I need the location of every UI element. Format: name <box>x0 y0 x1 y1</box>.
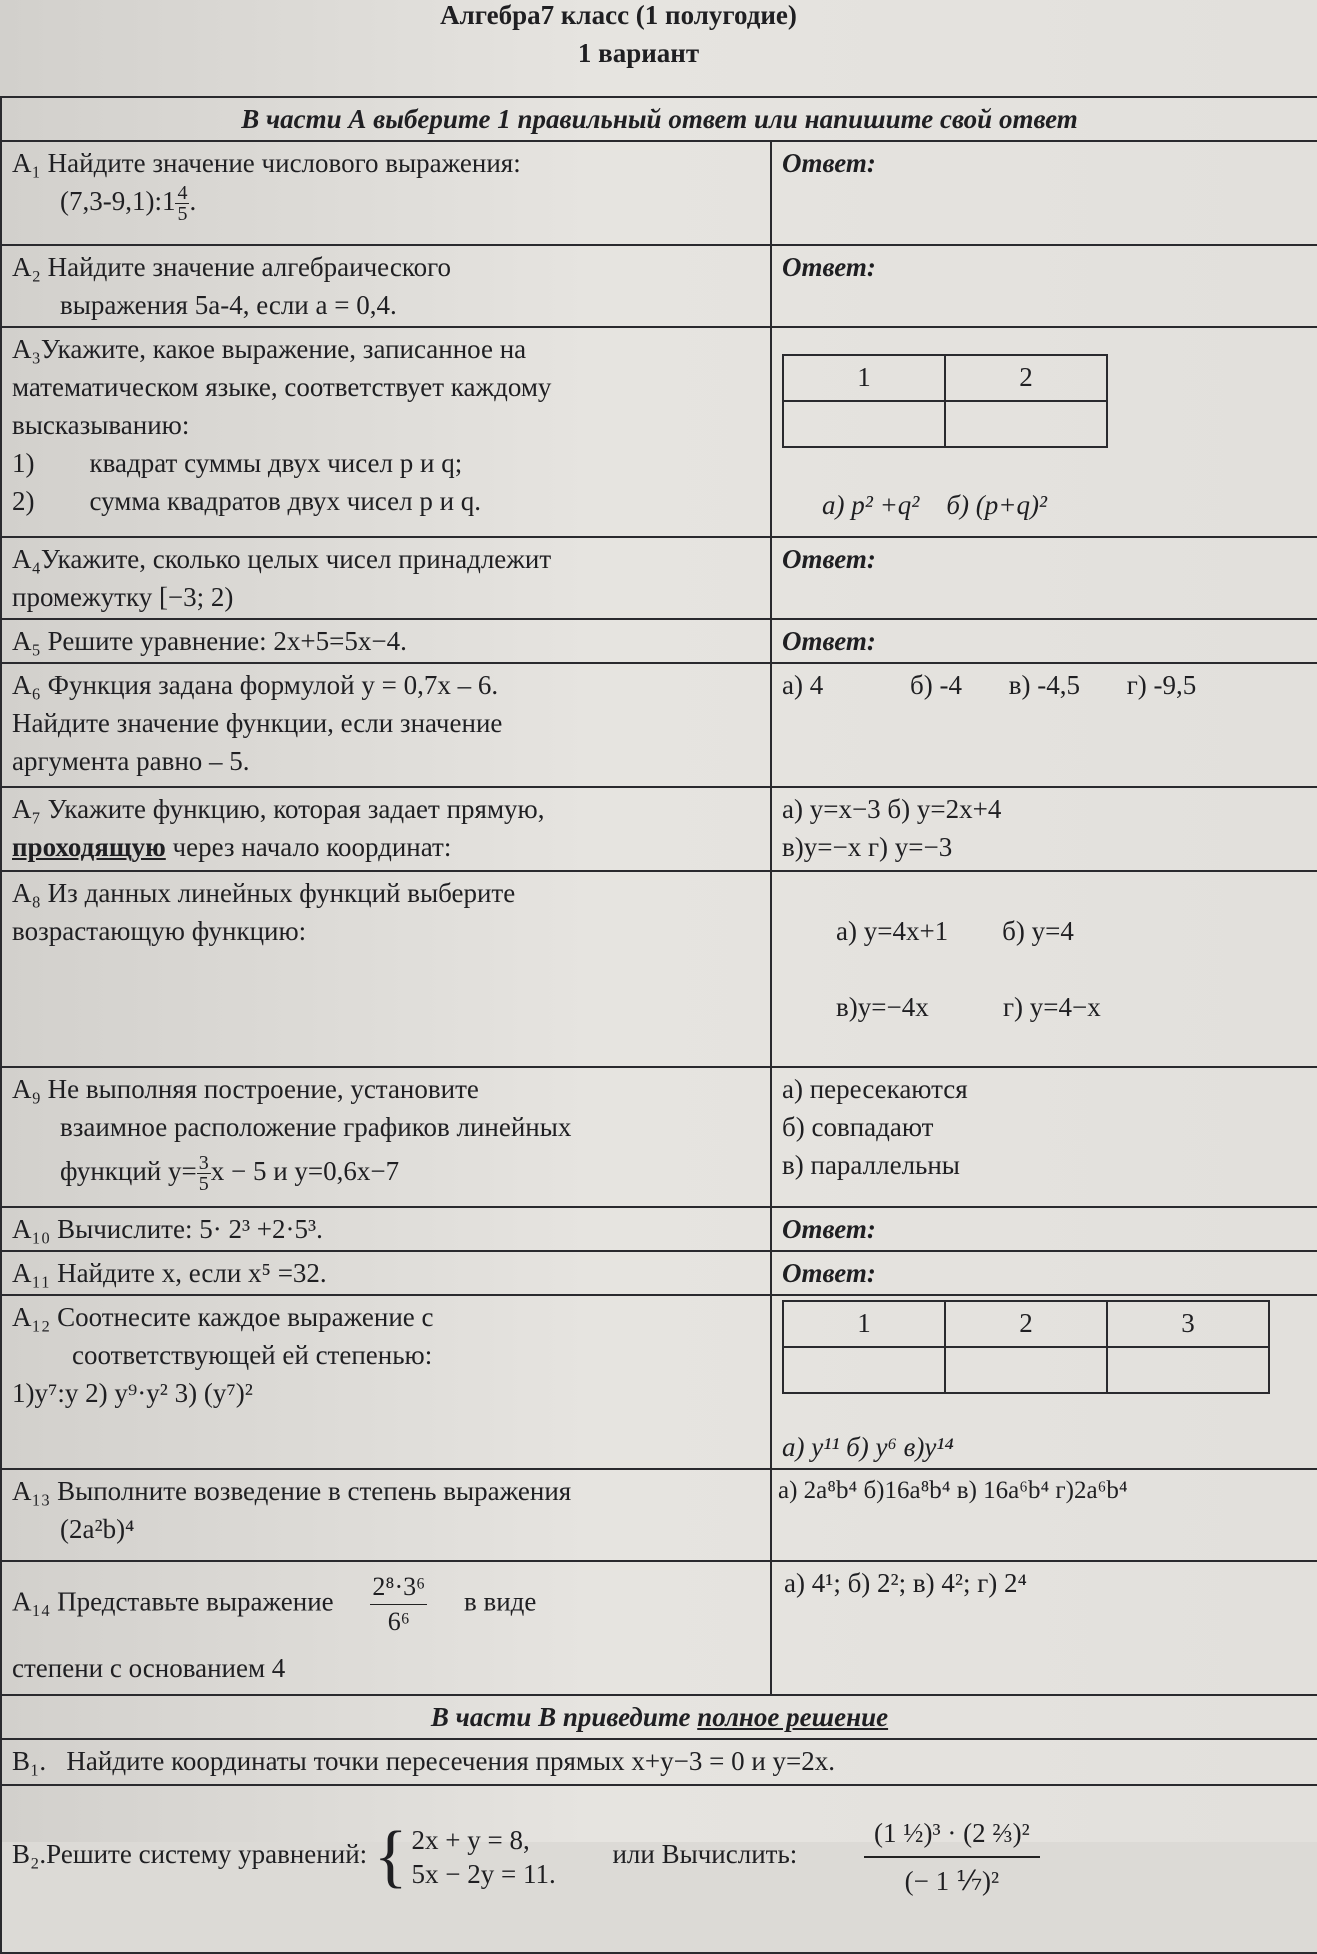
task-text-2: Найдите значение функции, если значение <box>12 708 503 738</box>
answer-options: а) 2а⁸b⁴ б)16а⁸b⁴ в) 16а⁶b⁴ г)2а⁶b⁴ <box>771 1469 1317 1561</box>
part-b-header-row <box>1 1695 1317 1739</box>
expr-tail: . <box>189 186 197 216</box>
task-text: Представьте выражение <box>57 1586 334 1617</box>
task-text: Из данных линейных функций выберите <box>47 878 516 908</box>
worksheet-title: Алгебра7 класс (1 полугодие) <box>440 0 797 30</box>
task-text: Функция задана формулой у = 0,7х – 6. <box>47 670 499 700</box>
frac-num: 3 <box>198 1152 209 1175</box>
frac-den: 5 <box>177 203 188 226</box>
frac-den: 6⁶ <box>387 1607 410 1636</box>
task-a8 <box>1 871 1317 1067</box>
task-number: А₁₀ <box>12 1214 51 1244</box>
answer-grid <box>782 354 1108 448</box>
task-number: А₇ <box>12 794 41 824</box>
tasks-table <box>0 96 1317 1954</box>
task-text: Решите уравнение: 2х+5=5х−4. <box>47 626 407 656</box>
fraction <box>370 1570 427 1639</box>
task-text-2: через начало координат: <box>165 832 452 862</box>
task-a11 <box>1 1251 1317 1295</box>
task-a9 <box>1 1067 1317 1207</box>
task-text: Укажите функцию, которая задает прямую, <box>47 794 545 824</box>
item-text: квадрат суммы двух чисел р и q; <box>89 448 463 478</box>
task-text-3 <box>12 1152 760 1194</box>
compute-fraction <box>864 1814 1040 1900</box>
or-compute-label: или Вычислить: <box>612 1839 798 1870</box>
option-a: а) пересекаются <box>782 1074 968 1104</box>
task-text: Найдите координаты точки пересечения прямых х+у−3 = 0 и у=2х. <box>66 1746 836 1776</box>
grid-header-2: 2 <box>945 1301 1107 1347</box>
func-suffix: х − 5 и у=0,6х−7 <box>210 1156 400 1186</box>
answer-label: Ответ: <box>782 252 876 282</box>
option-c: в) параллельны <box>782 1150 960 1180</box>
answer-options <box>782 486 1307 524</box>
task-text: Выполните возведение в степень выражения <box>57 1476 572 1506</box>
task-text-2: взаимное расположение графиков линейных <box>60 1112 572 1142</box>
task-number: А₉ <box>12 1074 41 1104</box>
task-number: А₄ <box>12 544 41 574</box>
grid-header-1: 1 <box>783 355 945 401</box>
item-number: 2) <box>12 486 35 516</box>
task-a10 <box>1 1207 1317 1251</box>
option-d: г) -9,5 <box>1126 670 1197 700</box>
task-text-3: аргумента равно – 5. <box>12 746 250 776</box>
task-number: А₁₂ <box>12 1302 51 1332</box>
task-number: А₁₄ <box>12 1586 51 1617</box>
answer-options <box>771 663 1317 787</box>
option-c: в) -4,5 <box>1008 670 1080 700</box>
option-b: б) совпадают <box>782 1112 934 1142</box>
equation-1: 2х + у = 8, <box>411 1825 530 1855</box>
item-number: 1) <box>12 448 35 478</box>
task-a13 <box>1 1469 1317 1561</box>
option-b: б) -4 <box>909 670 962 700</box>
part-b-header-text: В части В приведите <box>430 1702 698 1732</box>
fraction <box>197 1153 211 1194</box>
answer-label: Ответ: <box>782 626 876 656</box>
answer-label: Ответ: <box>782 1214 876 1244</box>
frac-num: 4 <box>177 182 188 205</box>
equation-2: 5х − 2у = 11. <box>411 1859 556 1889</box>
task-a3 <box>1 327 1317 537</box>
task-text: Найдите х, если х⁵ =32. <box>57 1258 327 1288</box>
frac-den: 5 <box>198 1173 209 1196</box>
answer-options: а) у¹¹ б) у⁶ в)у¹⁴ <box>782 1432 954 1462</box>
task-text: Укажите, сколько целых чисел принадлежит <box>40 544 552 574</box>
task-number: А₁₁ <box>12 1258 51 1288</box>
task-b1 <box>1 1739 1317 1785</box>
fraction <box>175 183 189 224</box>
underlined-word: проходящую <box>12 832 166 862</box>
task-a5 <box>1 619 1317 663</box>
task-text-2: выражения 5а-4, если а = 0,4. <box>60 290 397 320</box>
task-expression <box>12 182 197 226</box>
task-a12 <box>1 1295 1317 1469</box>
frac-num: 2⁸·3⁶ <box>370 1570 427 1605</box>
task-number: А₁ <box>12 148 41 178</box>
task-text-2: промежутку [−3; 2) <box>12 582 234 612</box>
item-text: сумма квадратов двух чисел р и q. <box>89 486 482 516</box>
func-prefix: функций у= <box>60 1156 197 1186</box>
task-a14 <box>1 1561 1317 1695</box>
grid-header-2: 2 <box>945 355 1107 401</box>
task-text-2: возрастающую функцию: <box>12 916 307 946</box>
task-b2 <box>1 1785 1317 1953</box>
task-number: А₃ <box>12 334 41 364</box>
option-a: а) 4 <box>782 670 824 700</box>
variant-label: 1 вариант <box>577 38 700 68</box>
equation-system <box>412 1823 556 1891</box>
task-text: Не выполняя построение, установите <box>47 1074 479 1104</box>
answer-label: Ответ: <box>782 544 876 574</box>
task-text: Решите систему уравнений: <box>46 1839 368 1870</box>
task-number: В₁. <box>12 1746 47 1776</box>
grid-header-3: 3 <box>1107 1301 1269 1347</box>
task-text-2: математическом языке, соответствует каждому <box>12 372 552 402</box>
option-a: а) р² +q² <box>822 490 920 520</box>
part-a-header-row <box>1 97 1317 141</box>
options-line-2: в)у=−х г) у=−3 <box>782 832 953 862</box>
part-a-header: В части А выберите 1 правильный ответ или напишите свой ответ <box>1 97 1317 141</box>
option-b: б) (р+q)² <box>946 490 1048 520</box>
system-brace: { <box>373 1818 408 1895</box>
task-number: А₂ <box>12 252 41 282</box>
task-number: А₈ <box>12 878 41 908</box>
task-a7 <box>1 787 1317 871</box>
task-text: Укажите, какое выражение, записанное на <box>40 334 527 364</box>
task-text: Найдите значение числового выражения: <box>47 148 521 178</box>
task-a4 <box>1 537 1317 619</box>
grid-header-1: 1 <box>783 1301 945 1347</box>
task-line-1 <box>12 1570 760 1639</box>
options-line-1: а) у=4х+1 б) у=4 <box>836 916 1074 946</box>
answer-options: а) 4¹; б) 2²; в) 4²; г) 2⁴ <box>771 1561 1317 1695</box>
task-text-2: степени с основанием 4 <box>12 1653 286 1683</box>
task-text: Найдите значение алгебраического <box>47 252 451 282</box>
task-text-3: высказыванию: <box>12 410 190 440</box>
task-number: А₆ <box>12 670 41 700</box>
answer-label: Ответ: <box>782 1258 876 1288</box>
task-a2 <box>1 245 1317 327</box>
options-line-2: в)у=−4х г) у=4−х <box>836 992 1101 1022</box>
task-text: Вычислите: 5· 2³ +2·5³. <box>57 1214 323 1244</box>
grid-cell-3[interactable] <box>1107 1347 1269 1393</box>
answer-label: Ответ: <box>782 148 876 178</box>
options-line-1: а) у=х−3 б) у=2х+4 <box>782 794 1002 824</box>
grid-cell-2[interactable] <box>945 1347 1107 1393</box>
task-text-2: (2а²b)⁴ <box>60 1514 135 1544</box>
task-number: В₂. <box>12 1839 47 1870</box>
answer-grid <box>782 1300 1270 1394</box>
task-a6 <box>1 663 1317 787</box>
compute-denominator: (− 1 ⅐)² <box>904 1866 1000 1896</box>
part-b-header-underlined: полное решение <box>697 1702 889 1732</box>
part-b-header <box>1 1695 1317 1739</box>
grid-cell-2[interactable] <box>945 401 1107 447</box>
task-number: А₅ <box>12 626 41 656</box>
task-text-b: в виде <box>463 1586 537 1617</box>
grid-cell-1[interactable] <box>783 1347 945 1393</box>
task-a1 <box>1 141 1317 245</box>
task-text-3: 1)у⁷:у 2) у⁹·у² 3) (у⁷)² <box>12 1378 253 1408</box>
task-text: Соотнесите каждое выражение с <box>57 1302 434 1332</box>
compute-numerator: (1 ½)³ · (2 ⅔)² <box>864 1814 1040 1858</box>
expr-main: (7,3-9,1):1 <box>60 186 176 216</box>
task-number: А₁₃ <box>12 1476 51 1506</box>
grid-cell-1[interactable] <box>783 401 945 447</box>
task-text-2: соответствующей ей степенью: <box>72 1340 433 1370</box>
